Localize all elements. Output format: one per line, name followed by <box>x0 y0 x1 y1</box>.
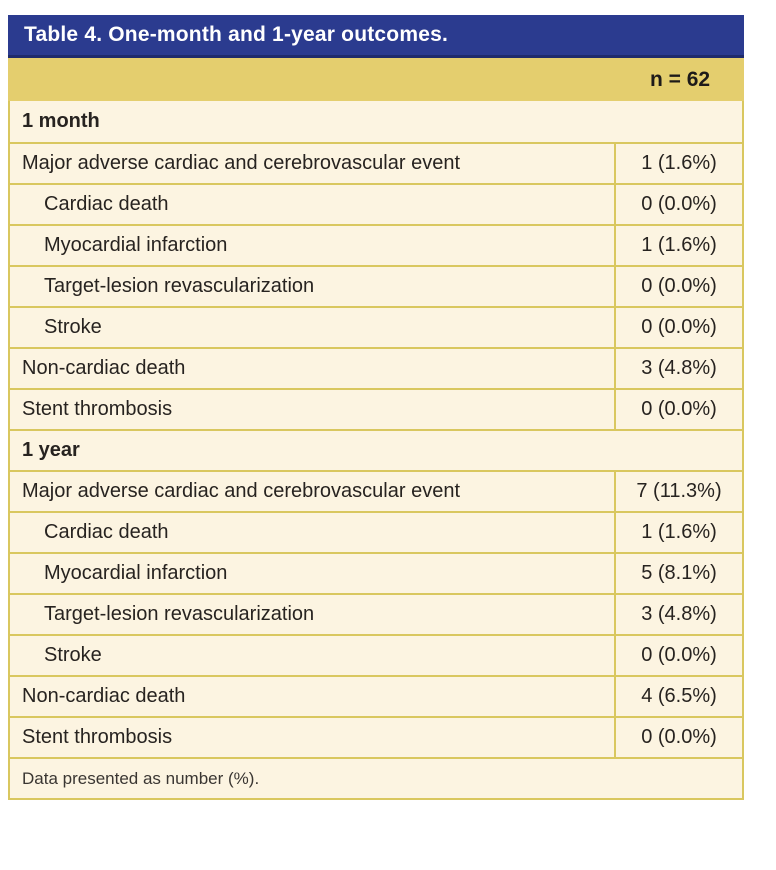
table-row <box>10 224 742 265</box>
row-value: 0 (0.0%) <box>614 636 742 675</box>
table-row <box>10 552 742 593</box>
row-value: 3 (4.8%) <box>614 349 742 388</box>
footnote-text: Data presented as number (%). <box>22 768 260 788</box>
row-label: Cardiac death <box>44 193 169 215</box>
row-value: 0 (0.0%) <box>614 267 742 306</box>
row-label: Major adverse cardiac and cerebrovascular event <box>22 152 460 174</box>
row-value: 3 (4.8%) <box>614 595 742 634</box>
row-label: Stent thrombosis <box>22 726 173 748</box>
row-label: Target-lesion revascularization <box>44 275 315 297</box>
row-value: 5 (8.1%) <box>614 554 742 593</box>
row-label: Target-lesion revascularization <box>44 603 315 625</box>
table-row <box>10 634 742 675</box>
row-label: Major adverse cardiac and cerebrovascular event <box>22 480 460 502</box>
table-title-bar <box>8 15 744 58</box>
row-value: 0 (0.0%) <box>614 185 742 224</box>
row-label: Stroke <box>44 644 102 666</box>
table-column-header-row <box>8 58 744 101</box>
table-row <box>10 675 742 716</box>
row-value: 0 (0.0%) <box>614 390 742 429</box>
table-row <box>10 470 742 511</box>
row-value: 4 (6.5%) <box>614 677 742 716</box>
row-label: Non-cardiac death <box>22 357 186 379</box>
sample-size-header: n = 62 <box>649 67 711 91</box>
row-value: 0 (0.0%) <box>614 718 742 757</box>
row-label: Stent thrombosis <box>22 398 173 420</box>
table-row <box>10 593 742 634</box>
row-label: Stroke <box>44 316 102 338</box>
table-row <box>10 142 742 183</box>
footnote-row <box>10 757 742 798</box>
table-title: Table 4. One-month and 1-year outcomes. <box>24 23 448 46</box>
table-row <box>10 388 742 429</box>
row-label: Myocardial infarction <box>44 562 228 584</box>
table-body <box>8 101 744 800</box>
outcomes-table <box>8 15 744 800</box>
section-row-1-year <box>10 429 742 470</box>
section-row-1-month <box>10 101 742 142</box>
row-value: 1 (1.6%) <box>614 226 742 265</box>
row-value: 7 (11.3%) <box>614 472 742 511</box>
row-value: 1 (1.6%) <box>614 144 742 183</box>
table-row <box>10 306 742 347</box>
table-row <box>10 716 742 757</box>
table-row <box>10 511 742 552</box>
row-label: Myocardial infarction <box>44 234 228 256</box>
table-row <box>10 183 742 224</box>
row-label: Non-cardiac death <box>22 685 186 707</box>
row-value: 0 (0.0%) <box>614 308 742 347</box>
section-label: 1 year <box>22 439 80 461</box>
row-value: 1 (1.6%) <box>614 513 742 552</box>
table-row <box>10 347 742 388</box>
section-label: 1 month <box>22 110 100 132</box>
table-row <box>10 265 742 306</box>
row-label: Cardiac death <box>44 521 169 543</box>
